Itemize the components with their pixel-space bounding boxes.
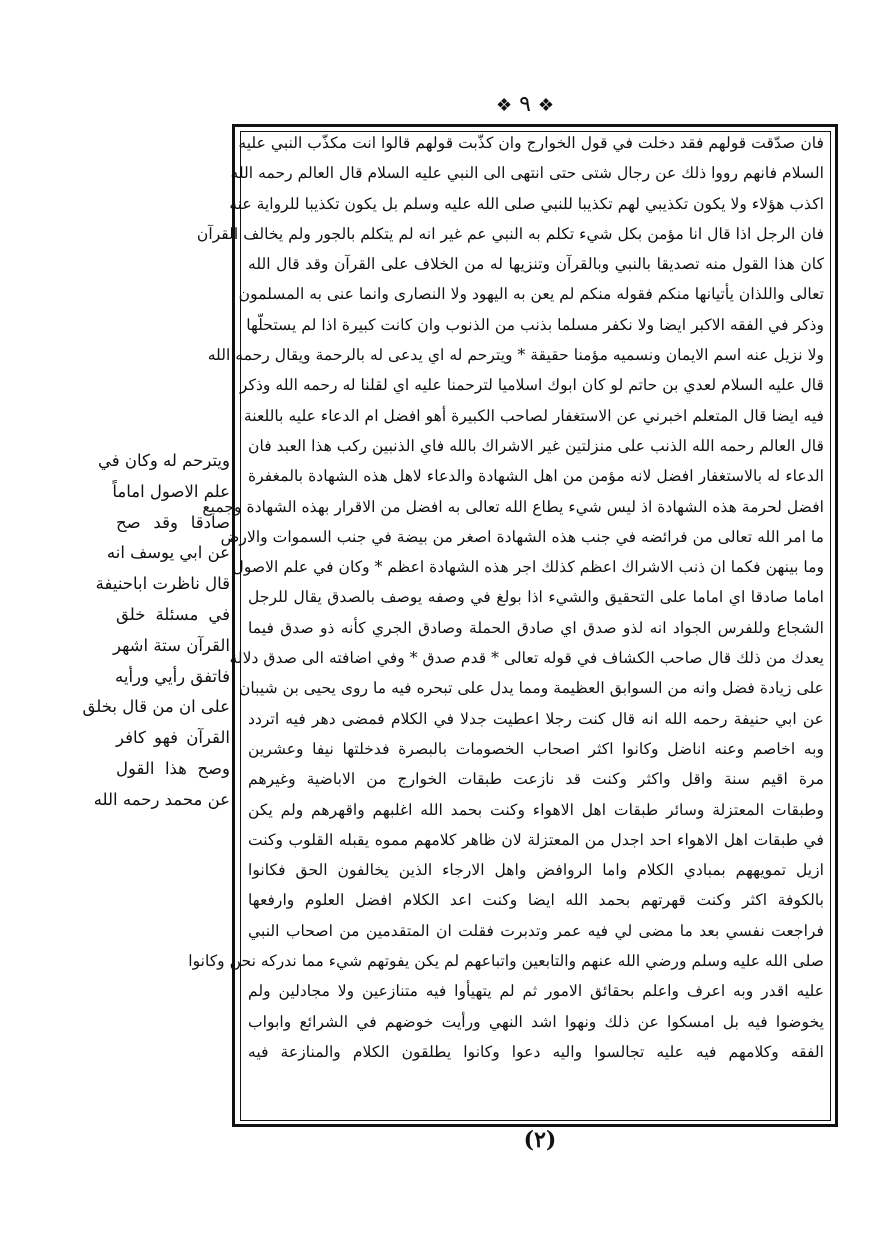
- text-line: يخوضوا فيه بل امسكوا عن ذلك ونهوا اشد النهي ورأيت خوضهم في الشرائع وابواب: [248, 1012, 824, 1031]
- margin-line: علم الاصول اماماً: [112, 481, 230, 501]
- text-line: وطبقات المعتزلة وسائر طبقات اهل الاهواء وكنت بحمد الله اغلبهم واقهرهم ولم يكن: [248, 800, 824, 819]
- text-line: افضل لحرمة هذه الشهادة اذ ليس شيء يطاع الله تعالى به افضل من الاقرار بهذه الشهادة وجميع: [202, 497, 824, 516]
- ornament-icon: ❖: [537, 95, 555, 116]
- margin-line: القرآن ستة اشهر: [112, 635, 230, 655]
- text-line: في طبقات اهل الاهواء احد اجدل من المعتزلة لان ظاهر كلامهم مموه يقبله القلوب وكنت: [248, 830, 824, 849]
- margin-line: صادقا وقد صح: [116, 512, 230, 532]
- text-line: ولا نزيل عنه اسم الايمان ونسميه مؤمنا حقيقة * ويترحم له اي يدعى له بالرحمة ويقال رحمه الله: [207, 346, 824, 365]
- text-line: ازيل تمويههم بمبادي الكلام واما الروافض واهل الارجاء الذين يخالفون الحق فكانوا: [248, 861, 824, 880]
- text-line: الشجاع وللفرس الجواد انه لذو صدق اي صادق الحملة وصادق الجري كأنه ذو صدق فيما: [248, 618, 824, 637]
- margin-line: ويترحم له وكان في: [97, 451, 230, 470]
- text-line: فان الرجل اذا قال انا مؤمن بكل شيء تكلم به النبي عم غير انه لم يتكلم بالجور ولم يخالف القرآن: [196, 224, 824, 243]
- margin-line: عن ابي يوسف انه: [106, 543, 230, 563]
- page-marker: ٩: [519, 92, 531, 117]
- text-line: وذكر في الفقه الاكبر ايضا ولا نكفر مسلما بذنب من الذنوب وان كانت كبيرة اذا لم يستحلّها: [246, 315, 824, 334]
- margin-line: على ان من قال بخلق: [82, 697, 230, 717]
- page-header: [470, 90, 580, 120]
- text-line: وما بينهن فكما ان ذنب الاشراك اعظم كذلك اجر هذه الشهادة اعظم * وكان في علم الاصول: [232, 558, 824, 577]
- text-line: مرة اقيم سنة واقل واكثر وكنت قد نازعت طبقات الخوارج من الاباضية وغيرهم: [248, 770, 824, 789]
- text-line: الفقه وكلامهم فيه عليه تجالسوا واليه دعوا وكانوا يطلقون الكلام والمنازعة فيه: [248, 1042, 824, 1061]
- text-line: كان هذا القول منه تصديقا بالنبي وبالقرآن وتنزيها له من الخلاف على القرآن وقد قال الله: [248, 255, 824, 274]
- margin-line: عن محمد رحمه الله: [93, 789, 230, 809]
- text-line: وبه اخاصم وعنه اناضل وكانوا اكثر اصحاب الخصومات بالبصرة فدخلتها نيفا وعشرين: [248, 739, 824, 758]
- margin-line: وصح هذا القول: [116, 758, 230, 778]
- text-line: قال عليه السلام لعدي بن حاتم لو كان ابوك اسلاميا لترحمنا عليه اي لقلنا له رحمه الله وذكر: [239, 376, 824, 395]
- text-line: ما امر الله تعالى من فرائضه في جنب هذه الشهادة اصغر من بيضة في جنب السموات والارض: [220, 527, 824, 546]
- margin-line: فاتفق رأيي ورأيه: [115, 666, 230, 686]
- text-line: بالكوفة اكثر وكنت قهرتهم بحمد الله ايضا وكنت اعد الكلام افضل العلوم وارفعها: [248, 891, 824, 910]
- text-line: عن ابي حنيفة رحمه الله انه قال كنت رجلا اعطيت جدلا في الكلام فمضى دهر فيه اتردد: [248, 709, 824, 728]
- text-line: السلام فانهم رووا ذلك عن رجال شتى حتى انتهى الى النبي عليه السلام قال العالم رحمه الله: [230, 164, 824, 183]
- text-line: فان صدّقت قولهم فقد دخلت في قول الخوارج وان كذّبت قولهم قالوا انت مكذّب النبي عليه: [238, 134, 824, 152]
- margin-line: قال ناظرت اباحنيفة: [95, 574, 230, 594]
- text-line: قال العالم رحمه الله الذنب على منزلتين غير الاشراك بالله فاي الذنبين ركب هذا العبد فان: [248, 436, 824, 455]
- text-line: الدعاء له بالاستغفار افضل لانه مؤمن من اهل الشهادة والدعاء لاهل هذه الشهادة بالمغفرة: [248, 467, 824, 486]
- text-line: اكذب هؤلاء ولا يكون تكذيبي لهم تكذيبا للنبي صلى الله عليه وسلم بل يكون تكذيبا للرواية عنه: [229, 194, 824, 213]
- text-line: اماما صادقا اي اماما على التحقيق والشيء اذا بولغ في وصفه يوصف بالصدق يقال للرجل: [248, 588, 824, 607]
- text-line: على زيادة فضل وانه من السوابق العظيمة ومما يدل على تبحره فيه ما روى يحيى بن شيبان: [238, 679, 824, 698]
- page-number: (٢): [523, 1127, 557, 1153]
- text-line: عليه اقدر وبه اعرف واعلم بحقائق الامور ثم لم يتهيأوا فيه متنازعين ولا مجادلين ولم: [248, 982, 824, 1001]
- ornament-icon: ❖: [495, 95, 513, 116]
- text-line: تعالى واللذان يأتيانها منكم فقوله منكم لم يعن به اليهود ولا النصارى وانما عنى به المسلمون: [238, 285, 824, 304]
- margin-line: القرآن فهو كافر: [116, 728, 230, 748]
- text-line: فراجعت نفسي بعد ما مضى لي فيه عمر وتدبرت فقلت ان المتقدمين من اصحاب النبي: [248, 921, 824, 940]
- margin-commentary: [82, 446, 230, 816]
- margin-line: في مسئلة خلق: [116, 604, 230, 624]
- text-line: يعدك من ذلك قال صاحب الكشاف في قوله تعالى * قدم صدق * وفي اضافته الى صدق دلالة: [229, 649, 824, 668]
- text-line: صلى الله عليه وسلم ورضي الله عنهم والتابعين واتباعهم لم يكن يفوتهم شيء مما ندركه نحن وكانوا: [188, 952, 824, 971]
- main-text-block: [188, 128, 824, 1118]
- text-line: فيه ايضا قال المتعلم اخبرني عن الاستغفار لصاحب الكبيرة أهو افضل ام الدعاء عليه باللعنة: [243, 406, 824, 425]
